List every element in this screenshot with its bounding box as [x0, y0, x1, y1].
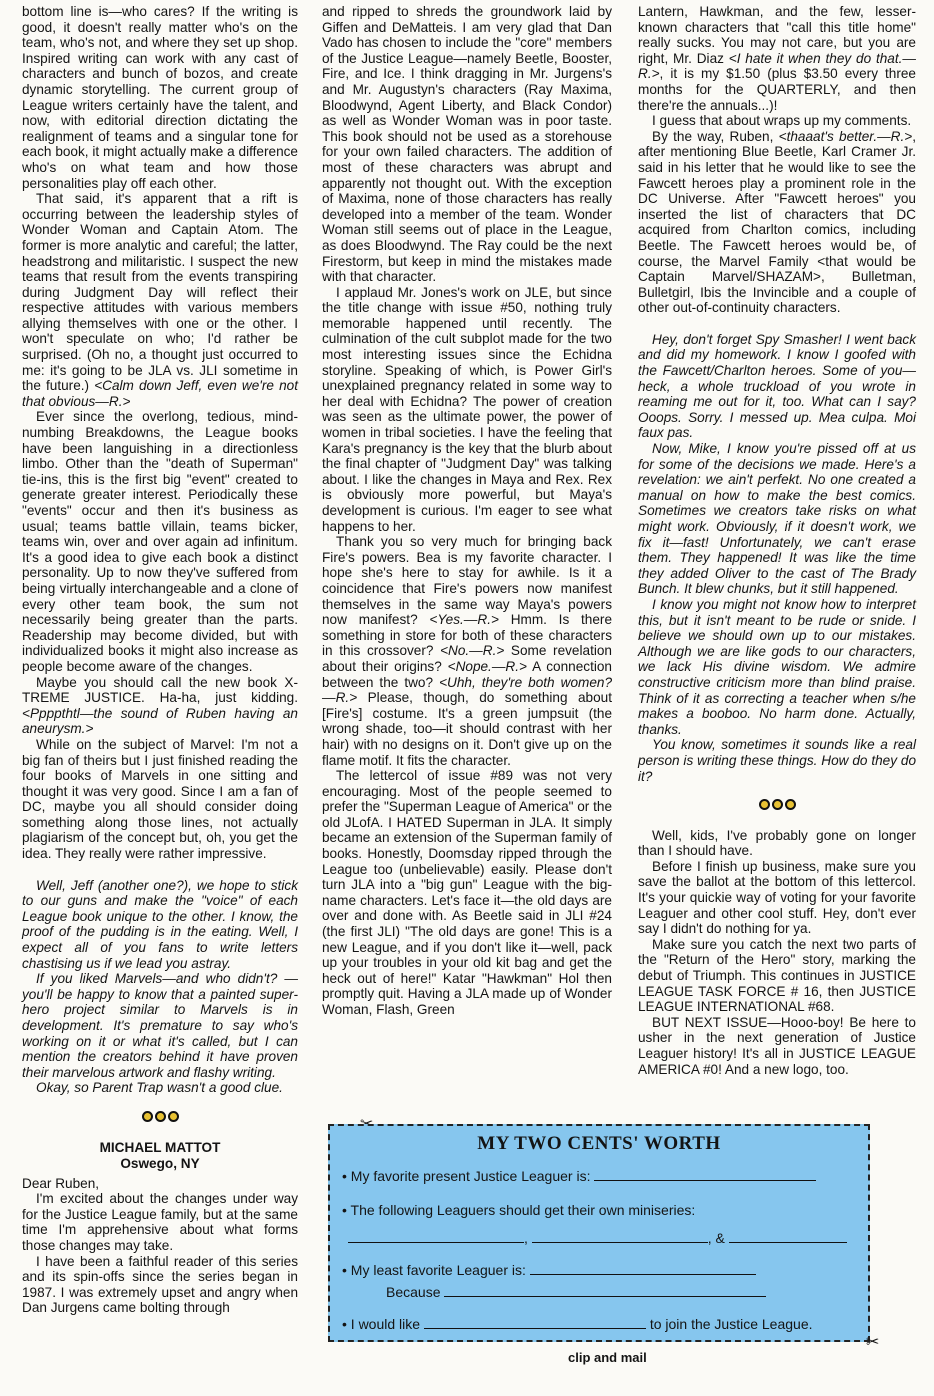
dot-icon — [785, 799, 796, 810]
editor-reply: <Calm down Jeff, even we're not that obvious—R.> — [22, 378, 298, 409]
ballot-row-favorite — [342, 1168, 816, 1184]
editor-reply: <Nope.—R.> — [447, 658, 527, 674]
separator-dots — [22, 1108, 298, 1124]
paragraph: I'm excited about the changes under way for the Justice League family, but at the same time I'm apprehensive about what forms those changes may take. — [22, 1191, 298, 1253]
ballot-row-because — [386, 1284, 766, 1300]
editor-response: Okay, so Parent Trap wasn't a good clue. — [36, 1080, 283, 1096]
dot-icon — [142, 1111, 153, 1122]
ballot-row-miniseries — [342, 1202, 695, 1218]
column-2 — [322, 4, 612, 1018]
ballot-label: • My least favorite Leaguer is: — [342, 1262, 526, 1278]
editor-response: Well, Jeff (another one?), we hope to stick to our guns and make the "voice" of each League book unique to the other. I know, the proof of the pudding is in the eating. Well, I expect all of you fans to write letters chastising us if we lead you astray. — [22, 877, 298, 971]
column-3 — [638, 4, 916, 1077]
editor-response: You know, sometimes it sounds like a real person is writing these things. How do they do it? — [638, 737, 916, 784]
column-1 — [22, 4, 298, 1316]
editor-reply: <thaaat's better.—R.> — [778, 128, 913, 144]
editor-reply: <Ppppthtl—the sound of Ruben having an aneurysm.> — [22, 705, 298, 737]
paragraph: I applaud Mr. Jones's work on JLE, but since the title change with issue #50, nothing truly memorable happened until recently. The culmination of the cult subplot made for the two most interesting issues since the Echidna storyline. Speaking of which, is Power Girl's unexplained pregnancy related in some way to her deal with Echidna? The power of creation was seen as the ultimate power, the power of women in tribal societies. I have the feeling that Kara's pregnancy is the key that the blurb about the final chapter of "Judgment Day" was talking about. I like the changes in Maya and Rex. Rex is obviously more powerful, but Maya's development is curious. I'm eager to see what happens to her. — [322, 284, 612, 534]
editor-response: Hey, don't forget Spy Smasher! I went back and did my homework. I know I goofed with the Fawcett/Charlton heroes. Some of you—heck, a whole truckload of you wrote in reaming me out for it, too. What can I say? Ooops. Sorry. I messed up. Mea culpa. Moi faux pas. — [638, 331, 916, 441]
paragraph: Thank you so very much for bringing back Fire's powers. Bea is my favorite character. I hope she's here to stay for awhile. Is it a coincidence that Fire's powers now manifest themselves in the same way Maya's powers now manifest? <Yes.—R.> Hmm. Is there something in store for both of these characters in this crossover? <No.—R.> Some revelation about their origins? <Nope.—R.> A connection between the two? <Uhh, they're both women?—R.> Please, though, do something about [Fire's] costume. It's a green jumpsuit (the wrong shade, too—it should contrast with her hair) with no designs on it. Don't give up on the flame motif. It fits the character. — [322, 534, 613, 768]
editor-response: If you liked Marvels—and who didn't? —you'll be happy to know that a painted super-hero project similar to Marvels is in development. It's premature to say who's working on it or what it's called, but I can mention the creators behind it have proven their marvelous artwork and flashy writing. — [22, 971, 298, 1080]
paragraph: Make sure you catch the next two parts of the "Return of the Hero" story, marking the debut of Triumph. This continues in JUSTICE LEAGUE TASK FORCE # 16, then JUSTICE LEAGUE INTERNATIONAL #68. — [638, 936, 916, 1015]
paragraph: I guess that about wraps up my comments. — [652, 113, 912, 129]
ballot-label: to join the Justice League. — [649, 1316, 813, 1332]
clip-and-mail-label: clip and mail — [568, 1350, 647, 1365]
editor-reply: <No.—R.> — [440, 643, 505, 659]
separator-dots — [638, 796, 916, 812]
paragraph: That said, it's apparent that a rift is occurring between the leadership styles of Wonder Woman and Captain Atom. The former is more analytic and careful; the latter, headstrong and militaristic. I suspect the new teams that result from the events transpiring during Judgment Day will reflect their respective attitudes with various members allying themselves with one or the other. I won't speculate on who; I'd rather be surprised. (Oh no, a thought just occurred to me: it's going to be JLA vs. JLI sometime in the future.) <Calm down Jeff, even we're not that obvious—R.> — [22, 191, 298, 409]
miniseries-field-2[interactable] — [532, 1230, 708, 1243]
editor-reply: <I hate it when they do that.—R.> — [638, 50, 916, 82]
because-field[interactable] — [444, 1284, 766, 1297]
paragraph: bottom line is—who cares? If the writing is good, it doesn't really matter who's on the team, who's not, and where they set up shop. Inspired writing can work with any cast of characters and bunch of bozos, and create dynamic storytelling. The current group of League writers certainly have the talent, and now, with editorial direction dictating the realignment of teams and a singular tone for each book, it might actually make a difference who's on what team and how those personalities play off each other. — [22, 4, 298, 191]
paragraph: and ripped to shreds the groundwork laid by Giffen and DeMatteis. I am very glad that Dan Vado has chosen to include the "core" members of the Justice League—namely Beetle, Booster, Fire, and Ice. I think dragging in Mr. Jurgens's and Mr. Augustyn's characters (Ray Maxima, Bloodwynd, Agent Liberty, and Black Condor) as well as Wonder Woman was in poor taste. This book should not be used as a storehouse for your own failed characters. The addition of most of these characters was abrupt and apparently not thought out. With the exception of Maxima, none of those characters has really developed into a member of the team. Wonder Woman still seems out of place in the League, as does Bloodwynd. The Ray could be the next Firestorm, but keep in mind the mistakes made with that character. — [322, 4, 612, 285]
miniseries-field-1[interactable] — [348, 1230, 524, 1243]
ballot-title: MY TWO CENTS' WORTH — [477, 1133, 721, 1154]
ballot-coupon — [328, 1124, 870, 1342]
paragraph: The lettercol of issue #89 was not very encouraging. Most of the people seemed to prefer the "Superman League of America" or the old JLofA. I HATED Superman in JLA. It simply became an extension of the Superman family of books. Honestly, Doomsday ripped through the League too (unbelievable) easily. Please don't turn JLA into a "big gun" League with the big-name characters. Let's face it—the old days are over and done with. As Beetle said in JLI #24 (the first JLI) "The old days are gone! This is a new League, and if you don't like it—well, pack up your troubles in your old kit bag and get the heck out of here!" Katar "Hawkman" Hol then promptly quit. Having a JLA made up of Wonder Woman, Flash, Green — [322, 768, 613, 1017]
favorite-leaguer-field[interactable] — [594, 1168, 816, 1181]
author-name: MICHAEL MATTOT — [99, 1139, 221, 1155]
least-favorite-field[interactable] — [530, 1262, 756, 1275]
editor-reply: <Uhh, they're both women?—R.> — [322, 674, 613, 706]
author-location: Oswego, NY — [120, 1155, 200, 1171]
ballot-row-least-favorite — [342, 1262, 756, 1278]
paragraph: Lantern, Hawkman, and the few, lesser-known characters that "call this title home" really sucks. You may not care, but you are right, Mr. Diaz <I hate it when they do that.—R.>, it is my $1.50 (plus $3.50 every three months for the QUARTERLY, and then there're the annuals...)! — [638, 4, 916, 113]
paragraph: BUT NEXT ISSUE—Hooo-boy! Be here to usher in the next generation of Justice Leaguer history! It's all in JUSTICE LEAGUE AMERICA #0! And a new logo, too. — [638, 1014, 916, 1077]
salutation: Dear Ruben, — [22, 1175, 100, 1191]
letter-byline — [22, 1140, 298, 1172]
dot-icon — [759, 799, 770, 810]
dot-icon — [155, 1111, 166, 1122]
paragraph: While on the subject of Marvel: I'm not a big fan of theirs but I just finished reading the four books of Marvels in one sitting and thought it was very good. Since I am a fan of DC, maybe you all should consider doing something along those lines, not actually plagiarism of the concept but, oh, you get the idea. They really were rather impressive. — [22, 736, 298, 862]
dot-icon — [168, 1111, 179, 1122]
ballot-label: • I would like — [342, 1316, 421, 1332]
paragraph: Before I finish up business, make sure you save the ballot at the bottom of this lettercol. It's your quickie way of voting for your favorite Leaguer and other cool stuff. Hey, don't ever say I didn't do nothing for ya. — [638, 858, 916, 937]
paragraph: Ever since the overlong, tedious, mind-numbing Breakdowns, the League books have been languishing in a directionless limbo. Other than the "death of Superman" tie-ins, this is the first big "event" created to generate greater interest. Periodically these "events" occur and then it's business as usual; teams battle villain, teams bicker, teams win, over and over again ad infinitum. It's a good idea to give each book a distinct personality. Up to now they've suffered from being virtually interchangeable and a clone of every other team book, the sum not necessarily being greater than the parts. Readership may become divided, but with individualized books it might also increase as people become aware of the changes. — [22, 409, 298, 674]
dot-icon — [772, 799, 783, 810]
paragraph: By the way, Ruben, <thaaat's better.—R.>, after mentioning Blue Beetle, Karl Cramer Jr. said in his letter that he would like to see the Fawcett heroes play a prominent role in the DC Universe. After "Fawcett heroes" you inserted the list of characters that DC acquired from Charlton comics, including Beetle. The Fawcett heroes would be, of course, the Marvel Family <that would be Captain Marvel/SHAZAM>, Bulletman, Bulletgirl, Ibis the Invincible and a couple of other out-of-continuity characters. — [638, 128, 916, 316]
paragraph: Well, kids, I've probably gone on longer than I should have. — [638, 827, 916, 859]
paragraph: I have been a faithful reader of this series and its spin-offs since the series began in 1987. I was extremely upset and angry when Dan Jurgens came bolting through — [22, 1253, 298, 1316]
paragraph: Maybe you should call the new book X-TREME JUSTICE. Ha-ha, just kidding. <Ppppthtl—the sound of Ruben having an aneurysm.> — [22, 674, 298, 737]
editor-response: Now, Mike, I know you're pissed off at us for some of the decisions we made. Here's a revelation: we ain't perfekt. No one created a manual on how to make the best comics. Sometimes we creators take risks on what might work. Obviously, if it doesn't work, we fix it—fast! Unfortunately, we can't erase them. They happened! It was like the time they added Oliver to the cast of The Brady Bunch. It blew chunks, but it still happened. — [638, 441, 916, 597]
ballot-label: Because — [386, 1284, 441, 1300]
ballot-label: • My favorite present Justice Leaguer is: — [342, 1168, 591, 1184]
ballot-label: • The following Leaguers should get their own miniseries: — [342, 1202, 696, 1218]
ballot-row-join — [342, 1316, 813, 1332]
join-league-field[interactable] — [424, 1316, 646, 1329]
miniseries-field-3[interactable] — [729, 1230, 847, 1243]
ballot-row-miniseries-fields: , , & — [348, 1230, 847, 1246]
editor-reply: <Yes.—R.> — [429, 612, 499, 628]
scissors-icon: ✂ — [866, 1334, 880, 1351]
editor-response: I know you might not know how to interpret this, but it isn't meant to be rude or snide. I believe we should own up to our mistakes. Although we are like gods to our characters, we lack His divine wisdom. We admire constructive criticism more than blind praise. Think of it as correcting a teacher when s/he makes a booboo. No harm done. Actually, thanks. — [638, 596, 916, 737]
